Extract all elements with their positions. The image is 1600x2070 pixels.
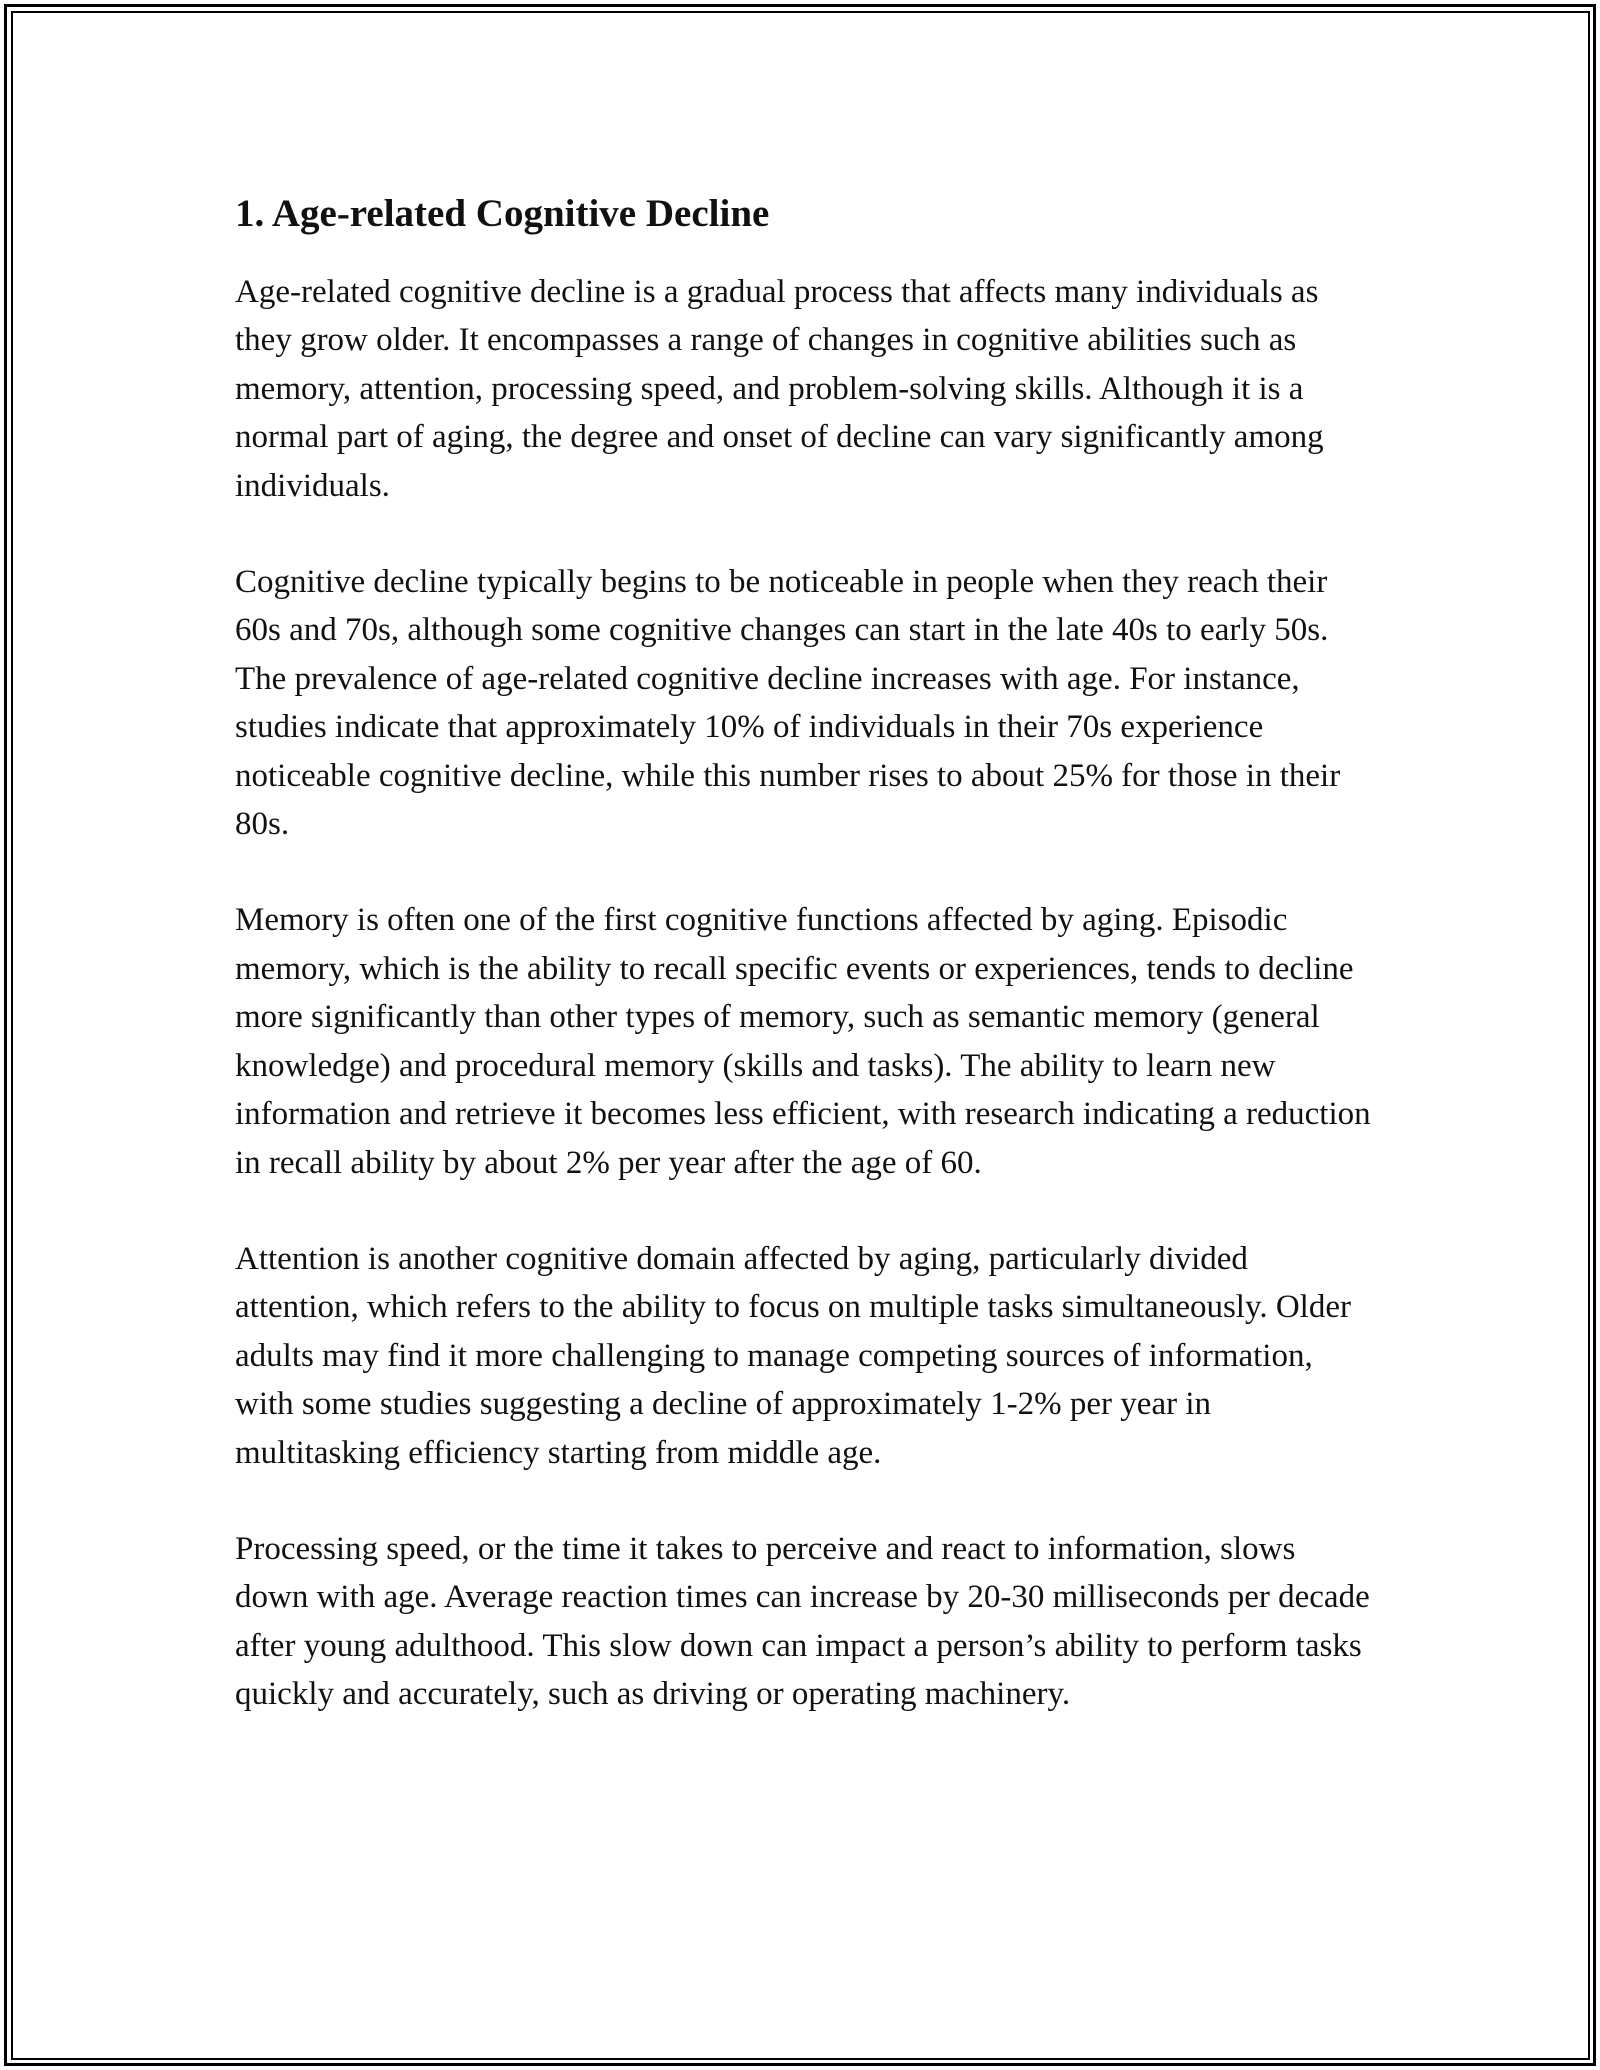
paragraph-memory: Memory is often one of the first cognitive functions affected by aging. Episodic memory, which is the ability to recall specific events or experiences, tends to decline more significantly than other types of memory, such as semantic memory (general knowledge) and procedural memory (skills and tasks). The ability to learn new information and retrieve it becomes less efficient, with research indicating a reduction in recall ability by about 2% per year after the age of 60.	[235, 902, 1371, 1181]
paragraph-processing-speed: Processing speed, or the time it takes to perceive and react to information, slows down with age. Average reaction times can increase by 20-30 milliseconds per decade after young adulthood. This slow down can impact a person’s ability to perform tasks quickly and accurately, such as driving or operating machinery.	[235, 1530, 1370, 1713]
paragraph-overview: Age-related cognitive decline is a gradual process that affects many individuals as they grow older. It encompasses a range of changes in cognitive abilities such as memory, attention, processing speed, and problem-solving skills. Although it is a normal part of aging, the degree and onset of decline can vary significantly among individuals.	[235, 274, 1324, 504]
document-body	[235, 186, 1375, 1767]
paragraph-attention: Attention is another cognitive domain affected by aging, particularly divided attention, which refers to the ability to focus on multiple tasks simultaneously. Older adults may find it more challenging to manage competing sources of information, with some studies suggesting a decline of approximately 1-2% per year in multitasking efficiency starting from middle age.	[235, 1240, 1351, 1471]
section-heading: 1. Age-related Cognitive Decline	[235, 192, 770, 235]
paragraph-onset-prevalence: Cognitive decline typically begins to be noticeable in people when they reach their 60s and 70s, although some cognitive changes can start in the late 40s to early 50s. The prevalence of age-related cognitive decline increases with age. For instance, studies indicate that approximately 10% of individuals in their 70s experience noticeable cognitive decline, while this number rises to about 25% for those in their 80s.	[235, 564, 1341, 843]
